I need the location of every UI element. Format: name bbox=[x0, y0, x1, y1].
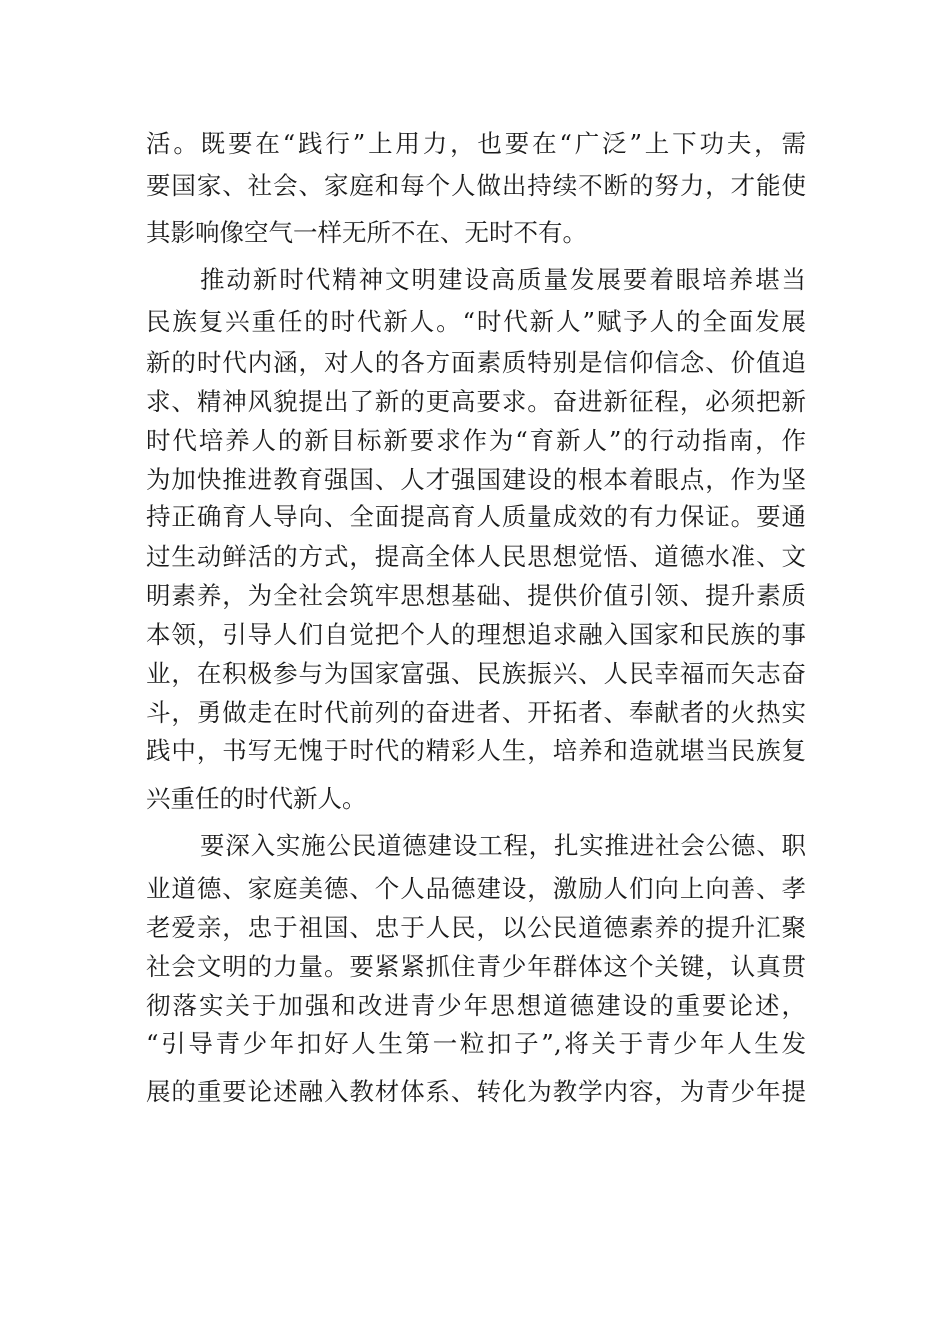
text-line: 业，在积极参与为国家富强、民族振兴、人民幸福而矢志奋 bbox=[146, 659, 806, 688]
text-line: 为加快推进教育强国、人才强国建设的根本着眼点，作为坚 bbox=[146, 465, 806, 494]
text-line: 本领，引导人们自觉把个人的理想追求融入国家和民族的事 bbox=[146, 620, 806, 649]
text-line: 新的时代内涵，对人的各方面素质特别是信仰信念、价值追 bbox=[146, 348, 806, 377]
text-line: 过生动鲜活的方式，提高全体人民思想觉悟、道德水准、文 bbox=[146, 542, 806, 571]
text-line: 要深入实施公民道德建设工程，扎实推进社会公德、职 bbox=[200, 831, 806, 860]
text-line: “引导青少年扣好人生第一粒扣子”,将关于青少年人生发 bbox=[146, 1029, 806, 1058]
text-line: 展的重要论述融入教材体系、转化为教学内容，为青少年提 bbox=[146, 1077, 806, 1106]
text-line: 老爱亲，忠于祖国、忠于人民，以公民道德素养的提升汇聚 bbox=[146, 913, 806, 942]
text-line: 时代培养人的新目标新要求作为“育新人”的行动指南，作 bbox=[146, 426, 806, 455]
text-line: 求、精神风貌提出了新的更高要求。奋进新征程，必须把新 bbox=[146, 387, 806, 416]
text-line: 持正确育人导向、全面提高育人质量成效的有力保证。要通 bbox=[146, 502, 806, 531]
text-line: 践中，书写无愧于时代的精彩人生，培养和造就堪当民族复 bbox=[146, 736, 806, 765]
text-line: 要国家、社会、家庭和每个人做出持续不断的努力，才能使 bbox=[146, 171, 806, 200]
text-line: 斗，勇做走在时代前列的奋进者、开拓者、奉献者的火热实 bbox=[146, 698, 806, 727]
text-line: 兴重任的时代新人。 bbox=[146, 784, 367, 813]
text-line: 业道德、家庭美德、个人品德建设，激励人们向上向善、孝 bbox=[146, 874, 806, 903]
text-line: 活。既要在“践行”上用力，也要在“广泛”上下功夫，需 bbox=[146, 129, 806, 158]
text-line: 明素养，为全社会筑牢思想基础、提供价值引领、提升素质 bbox=[146, 581, 806, 610]
text-line: 彻落实关于加强和改进青少年思想道德建设的重要论述， bbox=[146, 991, 806, 1020]
text-line: 民族复兴重任的时代新人。“时代新人”赋予人的全面发展 bbox=[146, 307, 806, 336]
text-line: 其影响像空气一样无所不在、无时不有。 bbox=[146, 218, 587, 247]
text-line: 推动新时代精神文明建设高质量发展要着眼培养堪当 bbox=[200, 265, 806, 294]
text-line: 社会文明的力量。要紧紧抓住青少年群体这个关键，认真贯 bbox=[146, 952, 806, 981]
